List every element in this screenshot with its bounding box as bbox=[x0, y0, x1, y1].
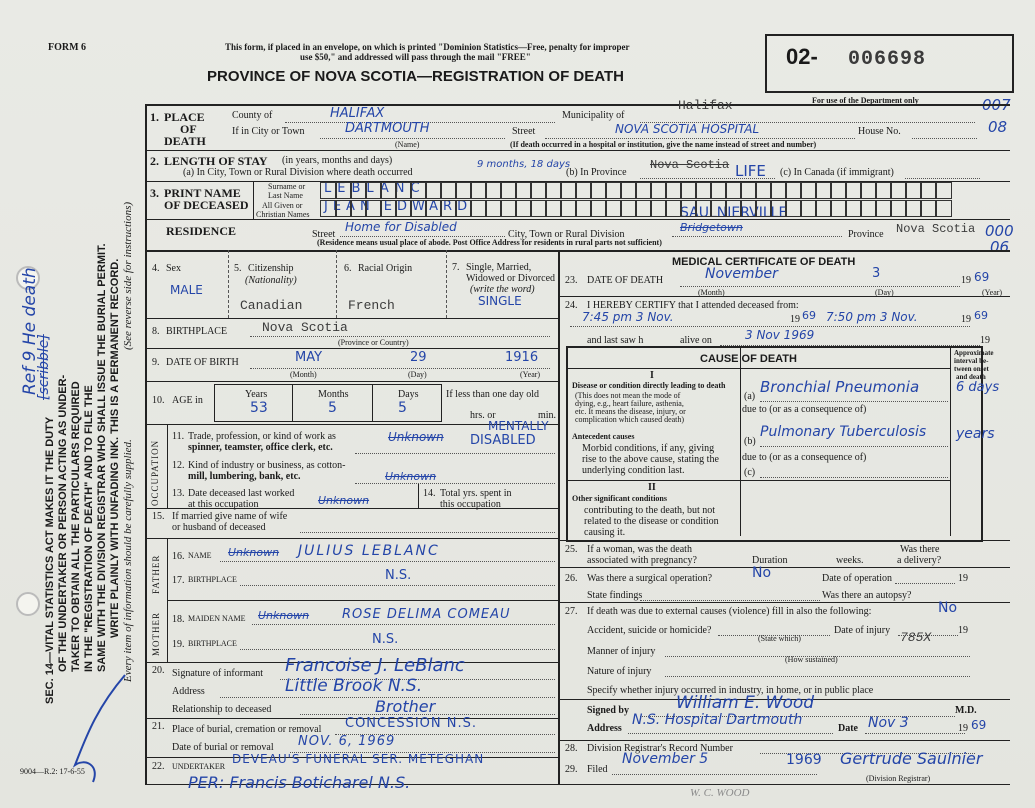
operation-year-prefix: 19 bbox=[958, 573, 968, 584]
institution-note: (If death occurred in a hospital or institution, give the name instead of street and number) bbox=[510, 140, 817, 149]
marital-label-2: Widowed or Divorced bbox=[466, 273, 556, 284]
q10-less-than-day-label: If less than one day old bbox=[446, 389, 540, 400]
surgery-value: No bbox=[752, 565, 772, 581]
given-name-label: All Given or bbox=[262, 201, 303, 210]
delivery-label: Was there bbox=[900, 544, 940, 555]
mother-birthplace-label: BIRTHPLACE bbox=[188, 639, 237, 648]
interval-header-3: tween onset bbox=[954, 365, 989, 373]
registrar-caption: (Division Registrar) bbox=[866, 774, 931, 783]
informant-signature-label: Signature of informant bbox=[172, 668, 264, 679]
due-to-label: due to (or as a consequence of) bbox=[742, 404, 867, 415]
section-ii-label: II bbox=[648, 482, 656, 493]
last-saw-alive-label: alive on bbox=[680, 335, 712, 346]
sign-date: Nov 3 bbox=[868, 715, 909, 731]
sidebar-text: (See reverse side for instructions) bbox=[122, 201, 134, 350]
pregnancy-label-2: associated with pregnancy? bbox=[587, 555, 697, 566]
date-of-death-month: November bbox=[705, 266, 778, 282]
margin-scribble: [scribble] bbox=[36, 334, 52, 400]
burial-date-value: NOV. 6, 1969 bbox=[298, 734, 396, 749]
date-of-death-day: 3 bbox=[872, 266, 881, 281]
punch-hole bbox=[16, 592, 40, 616]
filed-year: 1969 bbox=[786, 752, 822, 768]
cause-a-value: Bronchial Pneumonia bbox=[760, 378, 920, 396]
q11-label: Trade, profession, or kind of work as bbox=[188, 431, 336, 442]
q29-number: 29. bbox=[565, 764, 578, 775]
external-causes-value: No bbox=[938, 600, 958, 616]
q12-number: 12. bbox=[172, 460, 185, 471]
accident-label: Accident, suicide or homicide? bbox=[587, 625, 712, 636]
dob-month-caption: (Month) bbox=[290, 370, 317, 379]
residence-note: (Residence means usual place of abode. Post Office Address for residents in rural parts not sufficient) bbox=[317, 238, 662, 247]
age-label: AGE in bbox=[172, 395, 203, 406]
q13-value: Unknown bbox=[318, 494, 370, 507]
physician-address: N.S. Hospital Dartmouth bbox=[632, 712, 803, 728]
cause-b-value: Pulmonary Tuberculosis bbox=[760, 424, 927, 440]
q15-label: If married give name of wife bbox=[172, 511, 288, 522]
marital-label: Single, Married, bbox=[466, 262, 532, 273]
dob-day-caption: (Day) bbox=[408, 370, 427, 379]
city-value: DARTMOUTH bbox=[345, 121, 430, 136]
q10-number: 10. bbox=[152, 395, 165, 406]
surname-label: Surname or bbox=[268, 182, 306, 191]
city-name-caption: (Name) bbox=[395, 140, 420, 149]
filed-date: November 5 bbox=[622, 751, 709, 767]
interval-a-value: 6 days bbox=[956, 380, 1000, 395]
wood-stamp: W. C. WOOD bbox=[690, 787, 750, 799]
record-number-label: Division Registrar's Record Number bbox=[587, 743, 733, 754]
findings-label: State findings bbox=[587, 590, 643, 601]
q13-label: Date deceased last worked bbox=[188, 488, 295, 499]
stay-canada-label: (c) In Canada (if immigrant) bbox=[780, 167, 894, 178]
county-value: HALIFAX bbox=[330, 106, 385, 121]
stay-city-label: (a) In City, Town or Rural Division where death occurred bbox=[183, 167, 413, 178]
form-code: 9004—R.2: 17-6-55 bbox=[20, 767, 85, 776]
q26-number: 26. bbox=[565, 573, 578, 584]
municipality-value: Halifax bbox=[678, 98, 733, 113]
mother-name-struck: Unknown bbox=[258, 609, 310, 622]
street-label: Street bbox=[512, 126, 536, 137]
undertaker-label: UNDERTAKER bbox=[172, 762, 226, 771]
informant-signature: Francoise J. LeBlanc bbox=[285, 655, 465, 676]
state-which-caption: (State which) bbox=[758, 634, 801, 643]
disease-note: (This does not mean the mode of bbox=[575, 391, 681, 400]
age-days-value: 5 bbox=[398, 400, 407, 416]
attendance-to-year: 69 bbox=[974, 309, 988, 322]
sex-label: Sex bbox=[166, 263, 181, 274]
disease-note-4: complication which caused death) bbox=[575, 415, 685, 424]
medical-certificate-title: MEDICAL CERTIFICATE OF DEATH bbox=[672, 256, 856, 268]
surname-value: LEBLANC bbox=[324, 181, 426, 196]
q24-number: 24. bbox=[565, 300, 578, 311]
interval-header-4: and death bbox=[956, 373, 986, 381]
street-value: NOVA SCOTIA HOSPITAL bbox=[615, 122, 760, 136]
coding-stamp: 785X bbox=[900, 630, 932, 645]
attendance-to-year-prefix: 19 bbox=[961, 314, 971, 325]
antecedent-note-3: underlying condition last. bbox=[582, 465, 685, 476]
residence-city-label: City, Town or Rural Division bbox=[508, 229, 625, 240]
q12-label: Kind of industry or business, as cotton- bbox=[188, 460, 346, 471]
mail-notice-2: use $50," and addressed will pass through the mail "FREE" bbox=[300, 52, 531, 62]
q14-label-2: this occupation bbox=[440, 499, 501, 510]
cause-of-death-title: CAUSE OF DEATH bbox=[700, 353, 797, 365]
registration-number: 006698 bbox=[848, 48, 927, 71]
city-label: If in City or Town bbox=[232, 126, 305, 137]
signed-by-label: Signed by bbox=[587, 705, 629, 716]
q11-value: MENTALLY bbox=[488, 419, 549, 433]
external-causes-label: If death was due to external causes (violence) fill in also the following: bbox=[587, 606, 872, 617]
given-name-label-2: Christian Names bbox=[256, 210, 310, 219]
age-days-label: Days bbox=[398, 389, 419, 400]
weeks-label: weeks. bbox=[836, 555, 864, 566]
q13-number: 13. bbox=[172, 488, 185, 499]
q2-number: 2. bbox=[150, 154, 159, 168]
other-conditions-label: Other significant conditions bbox=[572, 494, 667, 503]
q8-number: 8. bbox=[152, 326, 160, 337]
md-label: M.D. bbox=[955, 705, 977, 716]
q22-number: 22. bbox=[152, 761, 165, 772]
occupation-side-label: OCCUPATION bbox=[150, 439, 160, 506]
citizenship-value: Canadian bbox=[240, 298, 303, 313]
racial-origin-value: French bbox=[348, 298, 395, 313]
relationship-label: Relationship to deceased bbox=[172, 704, 272, 715]
disease-label: Disease or condition directly leading to death bbox=[572, 381, 726, 390]
operation-date-label: Date of operation bbox=[822, 573, 892, 584]
dob-year: 1916 bbox=[505, 350, 539, 365]
q27-number: 27. bbox=[565, 606, 578, 617]
q2-label: LENGTH OF STAY bbox=[164, 154, 268, 168]
q5-number: 5. bbox=[234, 263, 242, 274]
attendance-year: 69 bbox=[802, 309, 816, 322]
marital-value: SINGLE bbox=[478, 294, 522, 308]
sidebar-text: Every item of information should be carefully supplied. bbox=[122, 439, 134, 682]
stay-province-label: (b) In Province bbox=[566, 167, 627, 178]
marital-label-3: (write the word) bbox=[470, 284, 535, 295]
q15-label-2: or husband of deceased bbox=[172, 522, 266, 533]
father-birthplace-value: N.S. bbox=[385, 568, 412, 583]
age-months-value: 5 bbox=[328, 400, 337, 416]
injury-year-prefix: 19 bbox=[958, 625, 968, 636]
undertaker-value-2: PER: Francis Boticharel N.S. bbox=[188, 773, 411, 792]
house-no-label: House No. bbox=[858, 126, 901, 137]
q3-label: PRINT NAME bbox=[164, 186, 241, 200]
antecedent-note: Morbid conditions, if any, giving bbox=[582, 443, 715, 454]
mother-side-label: MOTHER bbox=[151, 612, 161, 656]
min-label: min. bbox=[538, 410, 557, 421]
burial-place-label: Place of burial, cremation or removal bbox=[172, 724, 322, 735]
last-saw-value: 3 Nov 1969 bbox=[745, 328, 815, 342]
sidebar-text: IN THE "REGISTRATION OF DEATH" AND TO FILE THE bbox=[83, 385, 95, 672]
birthplace-value: Nova Scotia bbox=[262, 320, 348, 335]
q16-number: 16. bbox=[172, 551, 185, 562]
letter-box bbox=[935, 200, 952, 217]
birthplace-caption: (Province or Country) bbox=[338, 338, 409, 347]
father-birthplace-label: BIRTHPLACE bbox=[188, 575, 237, 584]
q1-number: 1. bbox=[150, 110, 159, 124]
nature-label: Nature of injury bbox=[587, 666, 652, 677]
q25-number: 25. bbox=[565, 544, 578, 555]
antecedent-label: Antecedent causes bbox=[572, 432, 635, 441]
county-label: County of bbox=[232, 110, 273, 121]
q14-label: Total yrs. spent in bbox=[440, 488, 512, 499]
surname-label-2: Last Name bbox=[268, 191, 303, 200]
date-of-death-year: 69 bbox=[974, 270, 990, 284]
father-side-label: FATHER bbox=[151, 554, 161, 594]
autopsy-label: Was there an autopsy? bbox=[822, 590, 912, 601]
residence-city-struck: Bridgetown bbox=[680, 221, 743, 234]
cause-c-label: (c) bbox=[744, 467, 756, 478]
last-saw-label: and last saw h bbox=[587, 335, 644, 346]
q19-number: 19. bbox=[172, 639, 185, 650]
citizenship-sub: (Nationality) bbox=[245, 275, 297, 286]
dob-month: MAY bbox=[295, 350, 323, 365]
sign-date-label: Date bbox=[838, 723, 858, 734]
q17-number: 17. bbox=[172, 575, 185, 586]
attendance-to: 7:50 pm 3 Nov. bbox=[826, 310, 918, 324]
mother-maiden-name-label: MAIDEN NAME bbox=[188, 614, 246, 623]
residence-city-value: SAULNIERVILLE bbox=[680, 205, 788, 221]
attendance-label: I HEREBY CERTIFY that I attended deceased from: bbox=[587, 300, 799, 311]
registrar-signature: Gertrude Saulnier bbox=[840, 749, 983, 768]
department-code: 06 bbox=[990, 238, 1010, 256]
interval-header-2: interval be- bbox=[954, 357, 989, 365]
q20-number: 20. bbox=[152, 665, 165, 676]
antecedent-note-2: rise to the above cause, stating the bbox=[582, 454, 719, 465]
physician-signature: William E. Wood bbox=[676, 693, 815, 713]
father-name-label: NAME bbox=[188, 551, 212, 560]
dob-day: 29 bbox=[410, 350, 427, 365]
age-months-label: Months bbox=[318, 389, 349, 400]
q2-note: (in years, months and days) bbox=[282, 155, 393, 166]
injury-date-label: Date of injury bbox=[834, 625, 891, 636]
sidebar-text: SAME WITH THE DIVISION REGISTRAR WHO SHALL ISSUE THE BURIAL PERMIT. bbox=[96, 243, 108, 672]
q13-label-2: at this occupation bbox=[188, 499, 259, 510]
surgery-label: Was there a surgical operation? bbox=[587, 573, 713, 584]
stay-province-value: LIFE bbox=[735, 162, 766, 180]
filed-label: Filed bbox=[587, 764, 608, 775]
residence-label: RESIDENCE bbox=[166, 224, 237, 238]
q11-number: 11. bbox=[172, 431, 185, 442]
dob-label: DATE OF BIRTH bbox=[166, 357, 239, 368]
q15-number: 15. bbox=[152, 511, 165, 522]
q1-label: PLACE bbox=[164, 110, 205, 124]
attendance-from: 7:45 pm 3 Nov. bbox=[582, 310, 674, 324]
father-name-struck: Unknown bbox=[228, 546, 280, 559]
physician-address-label: Address bbox=[587, 723, 622, 734]
q14-number: 14. bbox=[423, 488, 436, 499]
cause-a-label: (a) bbox=[744, 391, 756, 402]
residence-province-label: Province bbox=[848, 229, 884, 240]
age-years-label: Years bbox=[245, 389, 268, 400]
sex-value: MALE bbox=[170, 283, 203, 297]
stay-province-struck: Nova Scotia bbox=[650, 158, 730, 172]
sign-year-prefix: 19 bbox=[958, 723, 968, 734]
mother-name-value: ROSE DELIMA COMEAU bbox=[342, 607, 511, 622]
burial-date-label: Date of burial or removal bbox=[172, 742, 274, 753]
margin-note: Ref 9 He death bbox=[20, 267, 40, 395]
citizenship-label: Citizenship bbox=[248, 263, 294, 274]
last-saw-year-prefix: 19 bbox=[980, 335, 990, 346]
q11-label-2: spinner, teamster, office clerk, etc. bbox=[188, 442, 333, 453]
father-name-value: JULIUS LEBLANC bbox=[298, 543, 440, 559]
q6-number: 6. bbox=[344, 263, 352, 274]
delivery-label-2: a delivery? bbox=[897, 555, 942, 566]
sidebar-text: OF THE UNDERTAKER OR PERSON ACTING AS UNDER- bbox=[57, 374, 69, 672]
other-conditions-note-3: causing it. bbox=[584, 527, 626, 538]
attendance-year-prefix: 19 bbox=[790, 314, 800, 325]
section-i-label: I bbox=[650, 370, 654, 381]
department-code: 000 bbox=[985, 222, 1014, 240]
residence-street-value: Home for Disabled bbox=[345, 220, 457, 234]
pregnancy-label: If a woman, was the death bbox=[587, 544, 692, 555]
municipality-label: Municipality of bbox=[562, 110, 625, 121]
other-conditions-note: contributing to the death, but not bbox=[584, 505, 716, 516]
q28-number: 28. bbox=[565, 743, 578, 754]
informant-address: Little Brook N.S. bbox=[285, 676, 423, 696]
form-number: FORM 6 bbox=[48, 42, 87, 53]
q1-label-3: DEATH bbox=[164, 134, 206, 148]
q7-number: 7. bbox=[452, 262, 460, 273]
age-years-value: 53 bbox=[250, 400, 268, 416]
dob-year-caption: (Year) bbox=[520, 370, 541, 379]
informant-address-label: Address bbox=[172, 686, 205, 697]
sign-year: 69 bbox=[971, 718, 987, 732]
registration-prefix: 02- bbox=[786, 44, 818, 69]
sidebar-text: SEC. 14—VITAL STATISTICS ACT MAKES IT THE DUTY bbox=[44, 416, 56, 704]
residence-province-value: Nova Scotia bbox=[896, 222, 976, 236]
duration-label: Duration bbox=[752, 555, 788, 566]
q12-label-2: mill, lumbering, bank, etc. bbox=[188, 471, 301, 482]
q18-number: 18. bbox=[172, 614, 185, 625]
q3-number: 3. bbox=[150, 186, 159, 200]
form-title: PROVINCE OF NOVA SCOTIA—REGISTRATION OF DEATH bbox=[207, 68, 624, 85]
mother-birthplace-value: N.S. bbox=[372, 632, 399, 647]
dod-month-caption: (Month) bbox=[698, 288, 725, 297]
department-code: 007 bbox=[982, 96, 1011, 114]
given-name-value: JEAN EDWARD bbox=[324, 199, 473, 214]
disease-note-2: dying, e.g., heart failure, asthenia, bbox=[575, 399, 684, 408]
interval-b-value: years bbox=[956, 426, 995, 442]
racial-origin-label: Racial Origin bbox=[358, 263, 413, 274]
letter-box bbox=[935, 182, 952, 199]
date-of-death-year-prefix: 19 bbox=[961, 275, 971, 286]
q1-label-2: OF bbox=[180, 122, 197, 136]
injury-location-label: Specify whether injury occurred in industry, in home, or in public place bbox=[587, 685, 874, 696]
mail-notice: This form, if placed in an envelope, on which is printed "Dominion Statistics—Free, penalty for improper bbox=[225, 42, 630, 52]
manner-label: Manner of injury bbox=[587, 646, 656, 657]
other-conditions-note-2: related to the disease or condition bbox=[584, 516, 719, 527]
interval-header: Approximate bbox=[954, 349, 994, 357]
date-of-death-label: DATE OF DEATH bbox=[587, 275, 664, 286]
sidebar-text: TAKER TO OBTAIN ALL THE PARTICULARS REQUIRED bbox=[70, 381, 82, 672]
sidebar-text: WRITE PLAINLY WITH UNFADING INK. THIS IS A PERMANENT RECORD. bbox=[109, 258, 121, 638]
dod-year-caption: (Year) bbox=[982, 288, 1003, 297]
q11-value-2: DISABLED bbox=[470, 433, 536, 448]
residence-street-label: Street bbox=[312, 229, 336, 240]
undertaker-value: DEVEAU'S FUNERAL SER. METEGHAN bbox=[232, 752, 485, 766]
how-sustained-caption: (How sustained) bbox=[785, 655, 838, 664]
q23-number: 23. bbox=[565, 275, 578, 286]
q3-label-2: OF DECEASED bbox=[164, 198, 249, 212]
burial-place-value: CONCESSION N.S. bbox=[345, 716, 477, 731]
q11-struck: Unknown bbox=[388, 430, 444, 444]
department-code: 08 bbox=[988, 118, 1008, 136]
q12-value: Unknown bbox=[385, 470, 437, 483]
relationship-value: Brother bbox=[375, 697, 436, 716]
dod-day-caption: (Day) bbox=[875, 288, 894, 297]
q9-number: 9. bbox=[152, 357, 160, 368]
stay-city-value: 9 months, 18 days bbox=[477, 159, 571, 170]
q21-number: 21. bbox=[152, 721, 165, 732]
q4-number: 4. bbox=[152, 263, 160, 274]
disease-note-3: etc. It means the disease, injury, or bbox=[575, 407, 686, 416]
hrs-label: hrs. or bbox=[470, 410, 496, 421]
cause-b-label: (b) bbox=[744, 436, 756, 447]
department-use-label: For use of the Department only bbox=[812, 96, 919, 105]
birthplace-label: BIRTHPLACE bbox=[166, 326, 228, 337]
due-to-label-2: due to (or as a consequence of) bbox=[742, 452, 867, 463]
